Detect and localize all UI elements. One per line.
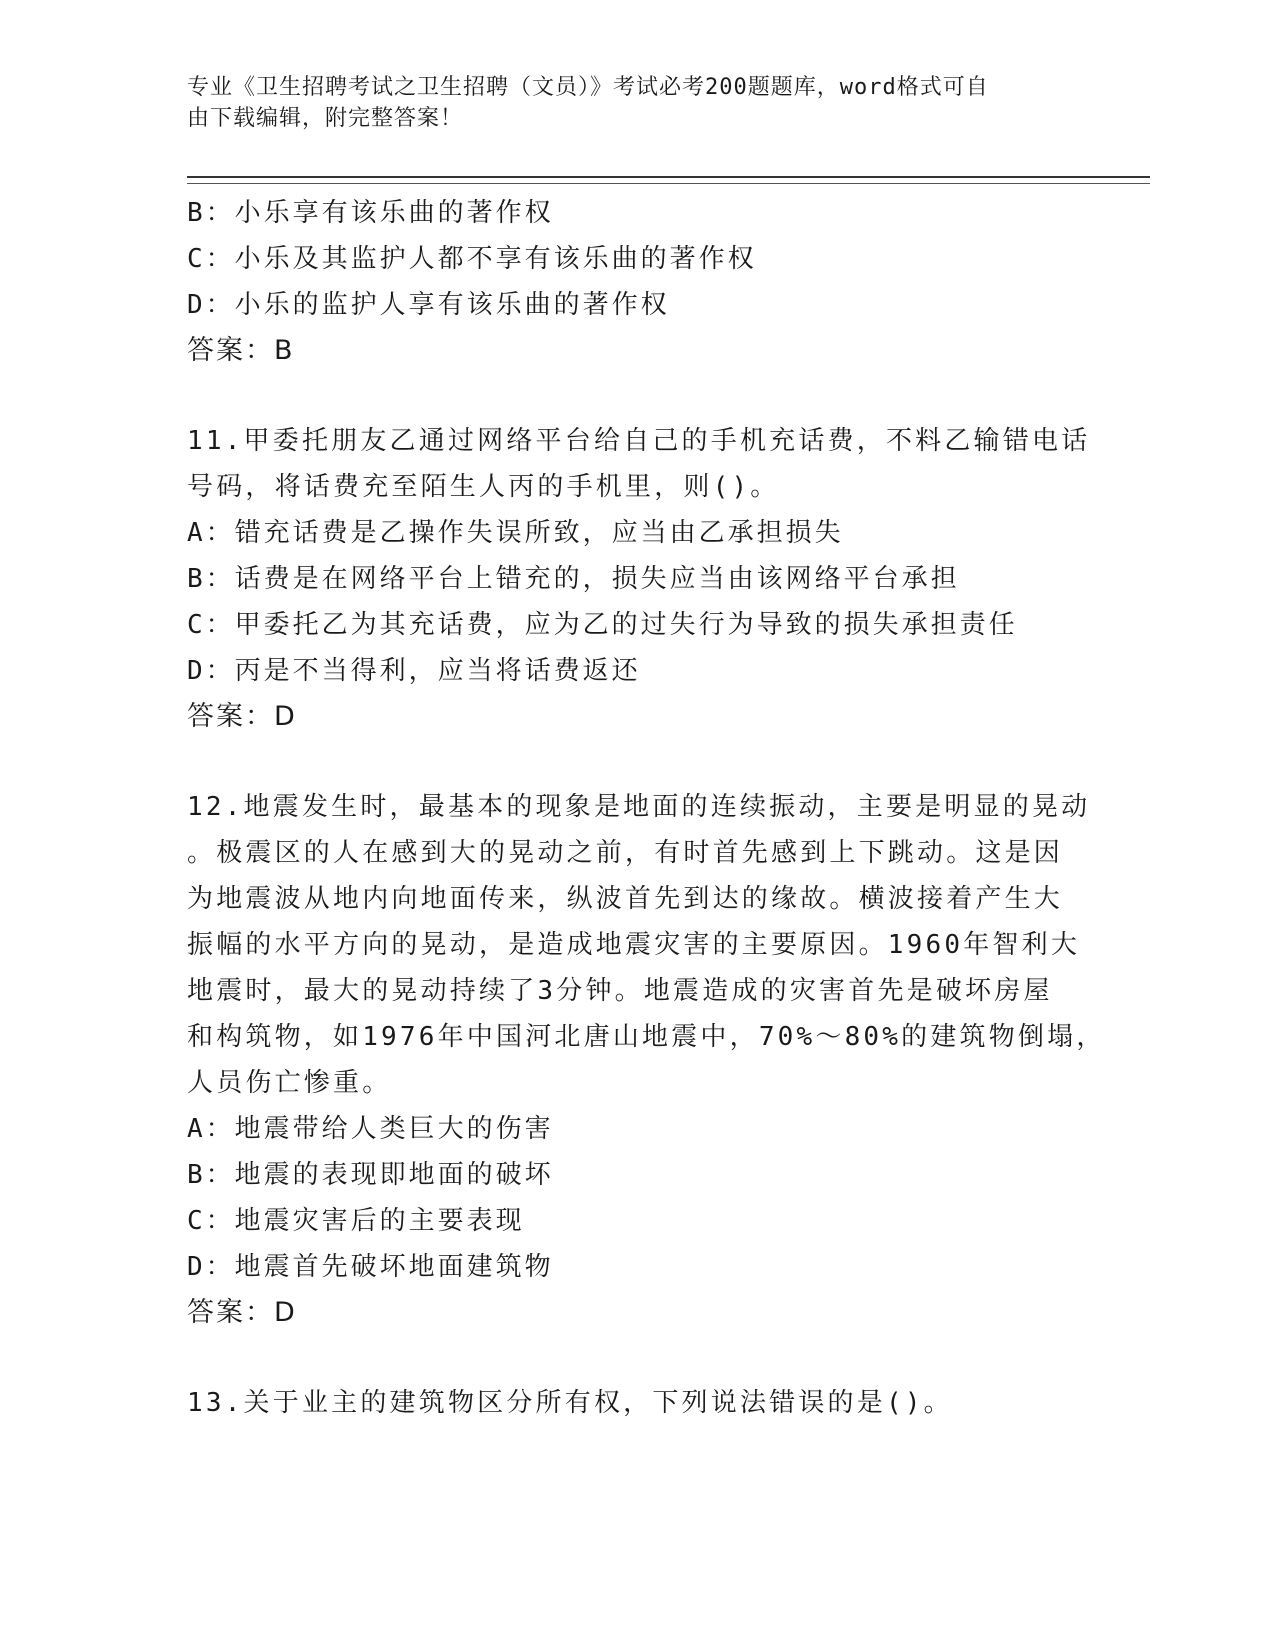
option-b: B：话费是在网络平台上错充的，损失应当由该网络平台承担: [187, 564, 960, 594]
answer: 答案：D: [187, 1297, 297, 1328]
question-13: [187, 1380, 1087, 1426]
spacer: [187, 1336, 1087, 1380]
question-line: 11.甲委托朋友乙通过网络平台给自己的手机充话费，不料乙输错电话: [187, 426, 1091, 456]
option-b: B：地震的表现即地面的破坏: [187, 1160, 554, 1190]
question-line: 13.关于业主的建筑物区分所有权，下列说法错误的是()。: [187, 1388, 953, 1418]
question-line: 为地震波从地内向地面传来，纵波首先到达的缘故。横波接着产生大: [187, 884, 1064, 914]
option-c: C：甲委托乙为其充话费，应为乙的过失行为导致的损失承担责任: [187, 610, 1018, 640]
option-d: D：丙是不当得利，应当将话费返还: [187, 656, 641, 686]
question-12: [187, 784, 1106, 1336]
header-rule-thick: [187, 176, 1150, 178]
spacer: [187, 374, 1087, 418]
question-line: 振幅的水平方向的晃动，是造成地震灾害的主要原因。1960年智利大: [187, 930, 1081, 960]
question-line: 人员伤亡惨重。: [187, 1068, 392, 1098]
option-c: C：地震灾害后的主要表现: [187, 1206, 525, 1236]
answer: 答案：D: [187, 701, 297, 732]
question-line: 。极震区的人在感到大的晃动之前，有时首先感到上下跳动。这是因: [187, 838, 1064, 868]
option-c: C：小乐及其监护人都不享有该乐曲的著作权: [187, 244, 757, 274]
question-text: [187, 784, 1106, 1106]
answer: 答案：B: [187, 335, 295, 366]
option-a: A：地震带给人类巨大的伤害: [187, 1114, 554, 1144]
question-text: [187, 1380, 1087, 1426]
header-line-1: 专业《卫生招聘考试之卫生招聘（文员）》考试必考200题题库，word格式可自: [187, 75, 989, 100]
spacer: [187, 740, 1087, 784]
option-b: B：小乐享有该乐曲的著作权: [187, 198, 554, 228]
question-content: [187, 190, 1106, 1426]
question-text: [187, 418, 1091, 510]
option-d: D：小乐的监护人享有该乐曲的著作权: [187, 290, 670, 320]
document-header: [187, 72, 1067, 134]
header-rule-thin: [187, 183, 1150, 184]
header-line-2: 由下载编辑，附完整答案！: [187, 106, 464, 131]
option-a: A：错充话费是乙操作失误所致，应当由乙承担损失: [187, 518, 844, 548]
question-line: 12.地震发生时，最基本的现象是地面的连续振动，主要是明显的晃动: [187, 792, 1091, 822]
question-11: [187, 418, 1091, 740]
option-d: D：地震首先破坏地面建筑物: [187, 1252, 554, 1282]
question-line: 和构筑物，如1976年中国河北唐山地震中，70%～80%的建筑物倒塌，: [187, 1022, 1106, 1052]
question-line: 地震时，最大的晃动持续了3分钟。地震造成的灾害首先是破坏房屋: [187, 976, 1053, 1006]
question-10: [187, 190, 1087, 374]
question-line: 号码，将话费充至陌生人丙的手机里，则()。: [187, 472, 780, 502]
